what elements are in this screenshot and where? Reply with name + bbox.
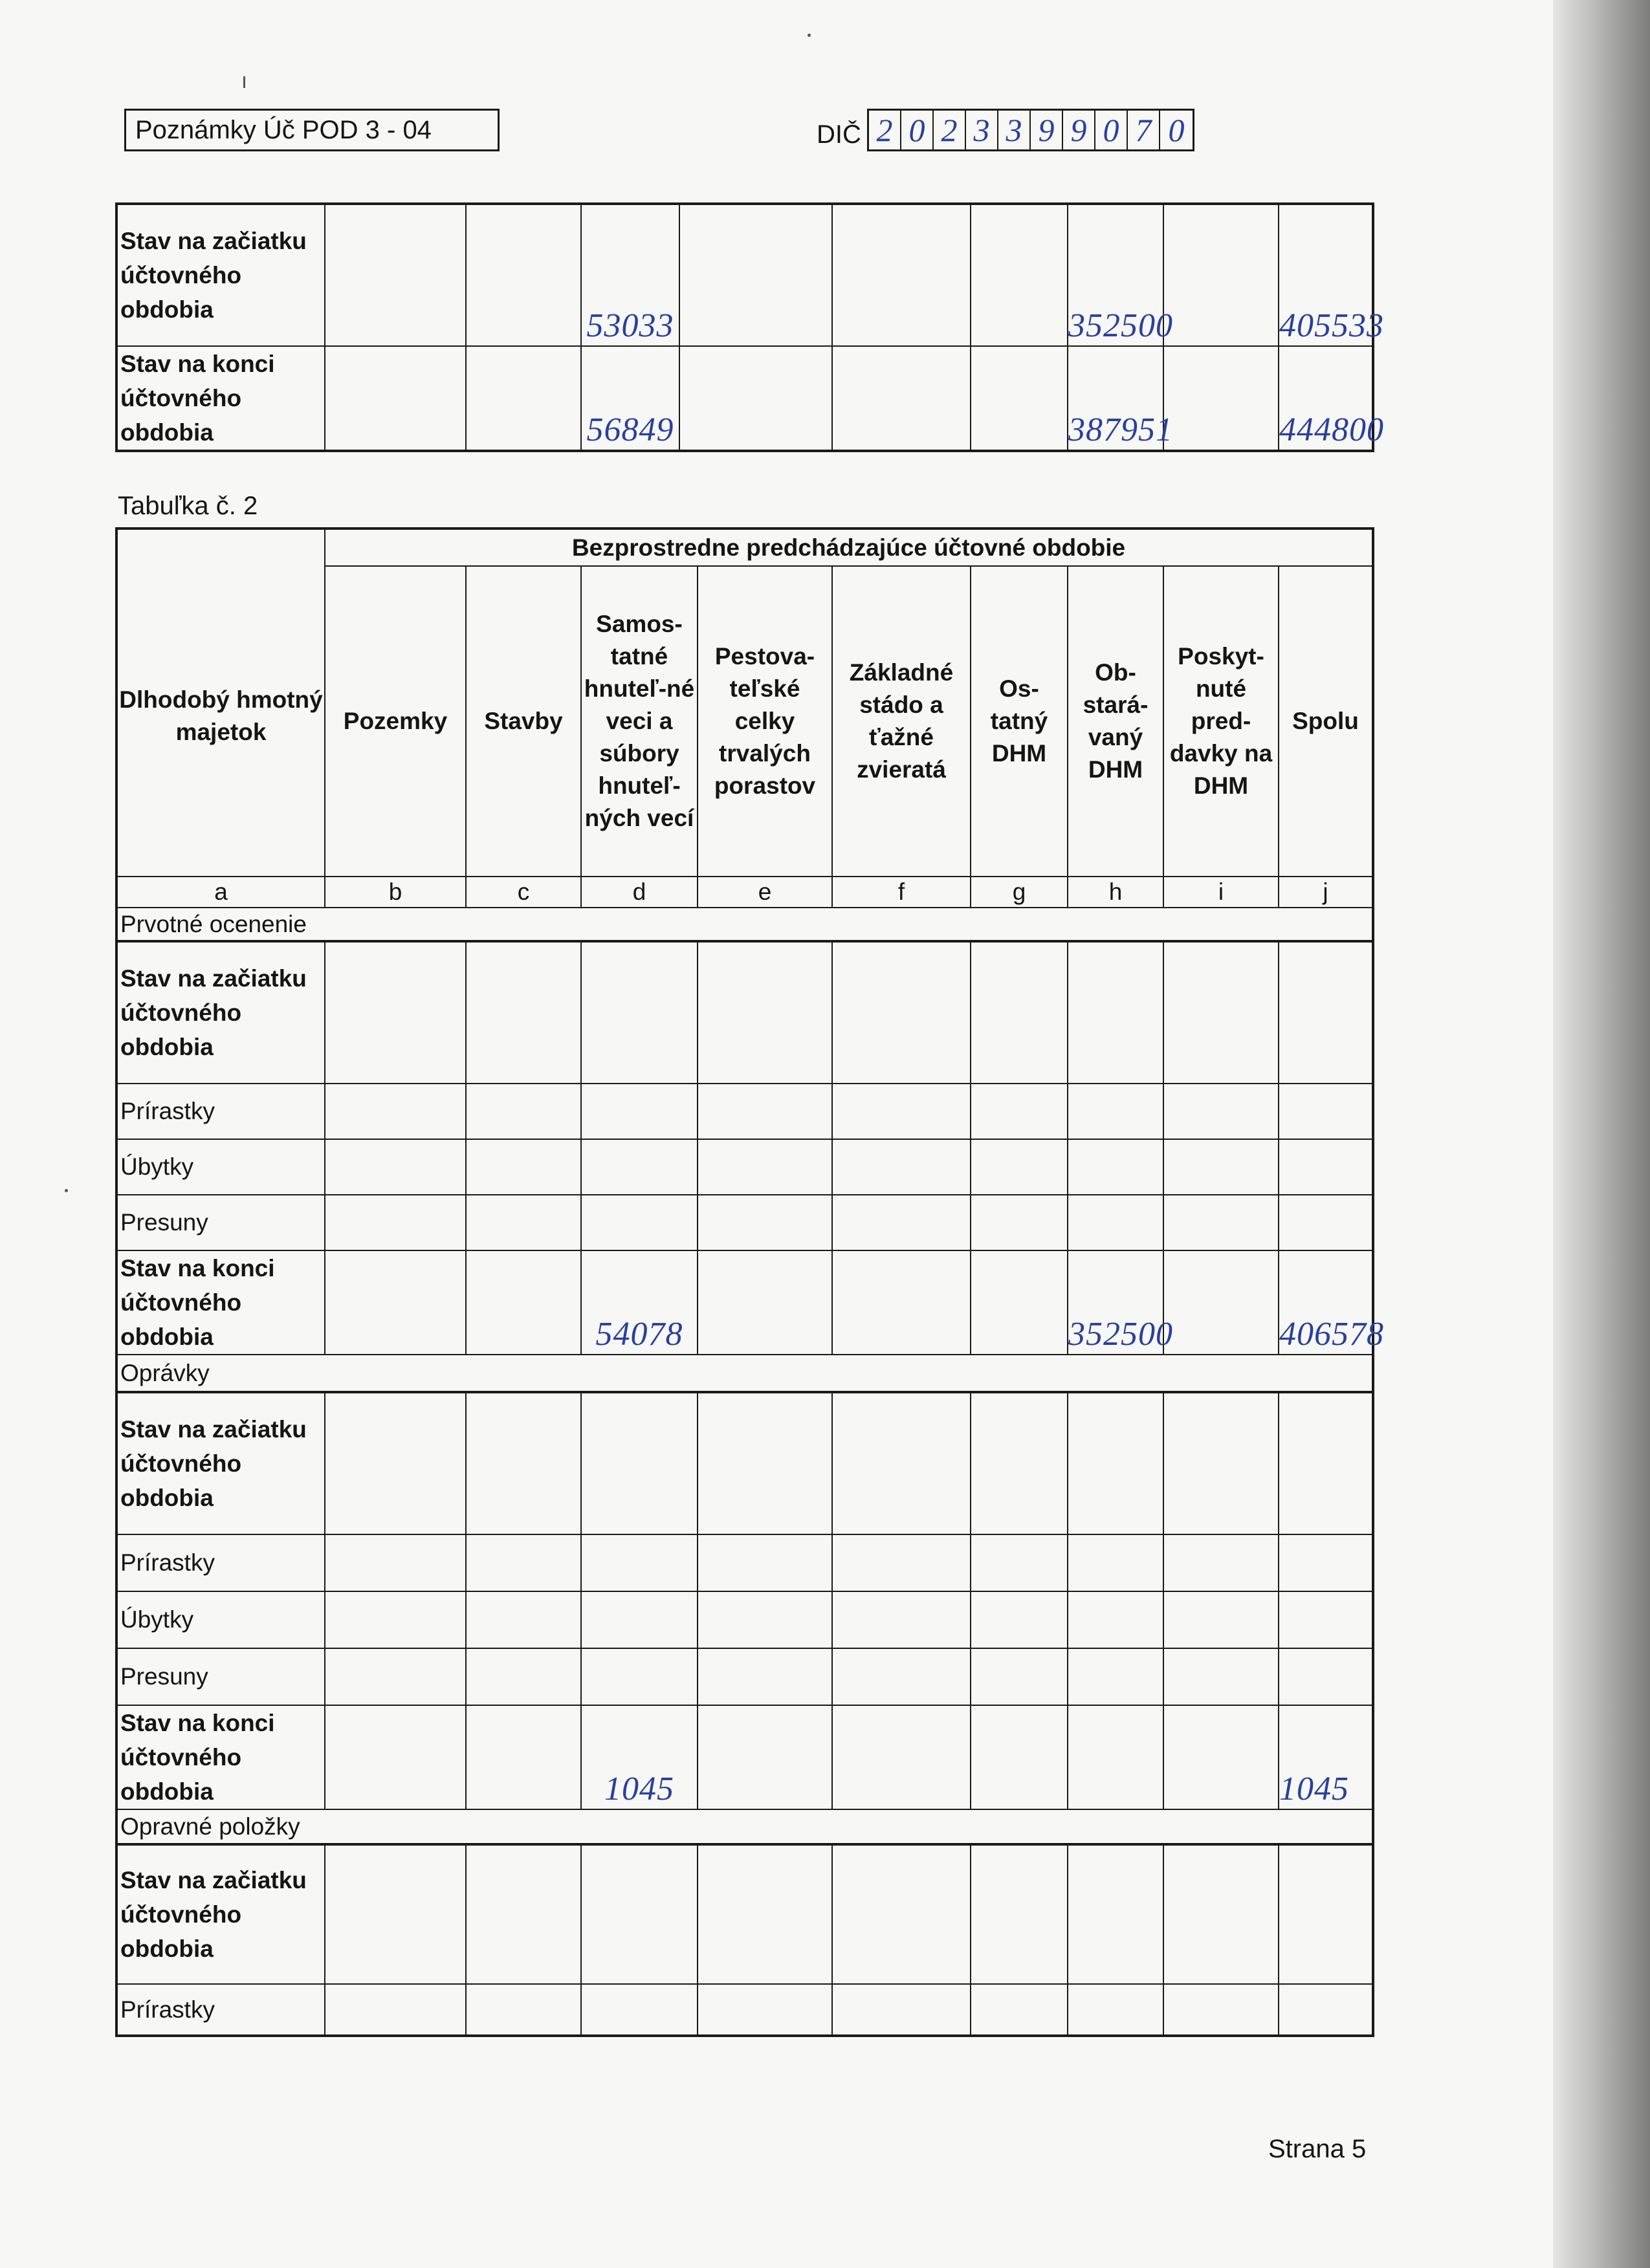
cell [1279, 1392, 1373, 1534]
dic-digit: 0 [901, 111, 934, 149]
cell [1279, 941, 1373, 1084]
row-label: Stav na konci účtovného obdobia [116, 1250, 325, 1355]
column-header-asset: Dlhodobý hmotný majetok [116, 529, 325, 877]
row-label: Stav na začiatku účtovného obdobia [116, 941, 325, 1084]
cell [698, 1844, 832, 1984]
cell [832, 1844, 971, 1984]
cell [1163, 1844, 1279, 1984]
table-row [116, 1392, 1373, 1534]
cell [971, 1139, 1068, 1195]
column-header-stavby: Stavby [466, 566, 581, 877]
column-header-livestock: Základné stádo a ťažné zvieratá [832, 566, 971, 877]
cell [832, 1648, 971, 1705]
column-letter: c [466, 877, 581, 908]
cell [1163, 346, 1279, 451]
dic-digit: 9 [1063, 111, 1095, 149]
column-header-movables: Samos-tatné hnuteľ-né veci a súbory hnuteľ-ných vecí [581, 566, 698, 877]
cell [466, 1139, 581, 1195]
row-label: Stav na konci účtovného obdobia [116, 346, 325, 451]
column-letter: i [1163, 877, 1279, 908]
handwritten-value: 54078 [581, 1250, 698, 1355]
cell [971, 1250, 1068, 1355]
cell [1163, 1648, 1279, 1705]
cell [679, 346, 832, 451]
cell [466, 1084, 581, 1139]
cell [679, 204, 832, 346]
table-row [116, 1591, 1373, 1648]
cell [581, 1844, 698, 1984]
cell [325, 1250, 466, 1355]
cell [325, 1534, 466, 1591]
row-label: Prírastky [116, 1534, 325, 1591]
row-label: Stav na začiatku účtovného obdobia [116, 1844, 325, 1984]
column-header-total: Spolu [1279, 566, 1373, 877]
cell [698, 941, 832, 1084]
column-letters-row [116, 877, 1373, 908]
cell [832, 1084, 971, 1139]
cell [1163, 941, 1279, 1084]
cell [1163, 1705, 1279, 1809]
section-title: Oprávky [116, 1355, 1373, 1392]
cell [971, 1534, 1068, 1591]
column-letter: j [1279, 877, 1373, 908]
table-row [116, 1084, 1373, 1139]
cell [971, 346, 1068, 451]
cell [581, 1648, 698, 1705]
cell [832, 941, 971, 1084]
row-label: Prírastky [116, 1084, 325, 1139]
cell [1163, 1084, 1279, 1139]
cell [325, 1844, 466, 1984]
cell [1068, 1534, 1163, 1591]
cell [581, 941, 698, 1084]
section-row [116, 1809, 1373, 1844]
table-row [116, 1195, 1373, 1250]
table-row [116, 1139, 1373, 1195]
handwritten-value: 406578 [1279, 1250, 1373, 1355]
dic-digit: 9 [1031, 111, 1063, 149]
cell [698, 1250, 832, 1355]
dic-field [867, 109, 1194, 151]
handwritten-value: 387951 [1068, 346, 1163, 451]
column-letter: b [325, 877, 466, 908]
cell [832, 346, 971, 451]
cell [1279, 1648, 1373, 1705]
cell [466, 1984, 581, 2036]
cell [325, 1084, 466, 1139]
column-letter: d [581, 877, 698, 908]
table-row [116, 346, 1373, 451]
cell [466, 1844, 581, 1984]
cell [1068, 1392, 1163, 1534]
cell [581, 1534, 698, 1591]
cell [1279, 1139, 1373, 1195]
cell [971, 1844, 1068, 1984]
cell [832, 1139, 971, 1195]
cell [1163, 1591, 1279, 1648]
dic-digit: 0 [1168, 112, 1185, 148]
cell [581, 1984, 698, 2036]
cell [832, 1392, 971, 1534]
cell [1163, 204, 1279, 346]
row-label: Úbytky [116, 1139, 325, 1195]
handwritten-value: 444800 [1279, 346, 1373, 451]
cell [971, 204, 1068, 346]
column-letter: h [1068, 877, 1163, 908]
cell [466, 1250, 581, 1355]
cell [971, 1195, 1068, 1250]
dic-digit: 3 [966, 111, 998, 149]
stray-scan-mark [65, 1189, 68, 1192]
section-row [116, 1355, 1373, 1392]
cell [466, 1195, 581, 1250]
cell [1163, 1195, 1279, 1250]
table-header-row [116, 529, 1373, 566]
cell [466, 1648, 581, 1705]
scanned-page-edge [1553, 0, 1650, 2268]
cell [325, 941, 466, 1084]
cell [971, 1984, 1068, 2036]
form-title-box [124, 109, 500, 151]
cell [832, 1250, 971, 1355]
cell [325, 1392, 466, 1534]
cell [971, 1591, 1068, 1648]
cell [1279, 1534, 1373, 1591]
cell [581, 1591, 698, 1648]
section-title: Opravné položky [116, 1809, 1373, 1844]
row-label: Úbytky [116, 1591, 325, 1648]
cell [1279, 1844, 1373, 1984]
table-row [116, 1984, 1373, 2036]
cell [325, 204, 466, 346]
cell [325, 346, 466, 451]
cell [325, 1195, 466, 1250]
cell [832, 204, 971, 346]
cell [466, 1534, 581, 1591]
cell [971, 1392, 1068, 1534]
table-row [116, 204, 1373, 346]
dic-digit: 3 [998, 111, 1031, 149]
period-header: Bezprostredne predchádzajúce účtovné obdobie [325, 529, 1373, 566]
column-header-advances: Poskyt-nuté pred-davky na DHM [1163, 566, 1279, 877]
cell [698, 1195, 832, 1250]
table-row [116, 1648, 1373, 1705]
column-letter: f [832, 877, 971, 908]
dic-label: DIČ [817, 120, 861, 149]
dic-digit: 7 [1128, 111, 1160, 149]
cell [1279, 1084, 1373, 1139]
cell [1068, 1591, 1163, 1648]
cell [325, 1984, 466, 2036]
cell [1163, 1984, 1279, 2036]
cell [698, 1705, 832, 1809]
cell [1068, 1648, 1163, 1705]
cell [1068, 1705, 1163, 1809]
cell [1163, 1250, 1279, 1355]
cell [698, 1648, 832, 1705]
cell [581, 1392, 698, 1534]
cell [325, 1648, 466, 1705]
row-label: Presuny [116, 1648, 325, 1705]
handwritten-value: 53033 [581, 204, 679, 346]
dic-digit: 0 [1095, 111, 1128, 149]
cell [325, 1705, 466, 1809]
table-caption: Tabuľka č. 2 [118, 492, 258, 520]
cell [832, 1705, 971, 1809]
cell [1163, 1534, 1279, 1591]
table-row [116, 1705, 1373, 1809]
column-header-other: Os-tatný DHM [971, 566, 1068, 877]
cell [1068, 1984, 1163, 2036]
cell [698, 1392, 832, 1534]
cell [832, 1534, 971, 1591]
cell [466, 1392, 581, 1534]
table-row [116, 1844, 1373, 1984]
stray-scan-mark [243, 76, 245, 88]
handwritten-value: 56849 [581, 346, 679, 451]
stray-scan-mark [808, 34, 811, 37]
row-label: Prírastky [116, 1984, 325, 2036]
page-number: Strana 5 [1268, 2135, 1367, 2163]
form-title: Poznámky Úč POD 3 - 04 [135, 116, 432, 144]
cell [581, 1195, 698, 1250]
tangible-assets-table [115, 527, 1384, 2037]
section-row [116, 908, 1373, 941]
row-label: Stav na konci účtovného obdobia [116, 1705, 325, 1809]
cell [832, 1984, 971, 2036]
column-header-pozemky: Pozemky [325, 566, 466, 877]
previous-table-continuation [115, 202, 1384, 452]
cell [832, 1195, 971, 1250]
handwritten-value: 352500 [1068, 204, 1163, 346]
cell [1163, 1392, 1279, 1534]
cell [581, 1139, 698, 1195]
cell [466, 346, 581, 451]
cell [466, 941, 581, 1084]
cell [1068, 1084, 1163, 1139]
handwritten-value: 1045 [1279, 1705, 1373, 1809]
cell [971, 1705, 1068, 1809]
table-row [116, 1534, 1373, 1591]
table-row [116, 1250, 1373, 1355]
cell [832, 1591, 971, 1648]
cell [325, 1591, 466, 1648]
dic-digit: 2 [934, 111, 966, 149]
column-letter: a [116, 877, 325, 908]
cell [466, 1591, 581, 1648]
cell [1068, 1139, 1163, 1195]
cell [1279, 1195, 1373, 1250]
cell [581, 1084, 698, 1139]
row-label: Stav na začiatku účtovného obdobia [116, 204, 325, 346]
cell [466, 204, 581, 346]
cell [698, 1591, 832, 1648]
cell [698, 1534, 832, 1591]
section-title: Prvotné ocenenie [116, 908, 1373, 941]
cell [698, 1139, 832, 1195]
handwritten-value: 405533 [1279, 204, 1373, 346]
cell [971, 941, 1068, 1084]
handwritten-value: 1045 [581, 1705, 698, 1809]
cell [1068, 941, 1163, 1084]
cell [1279, 1591, 1373, 1648]
cell [698, 1084, 832, 1139]
cell [1068, 1844, 1163, 1984]
cell [971, 1084, 1068, 1139]
handwritten-value: 352500 [1068, 1250, 1163, 1355]
table-row [116, 941, 1373, 1084]
dic-digit: 2 [869, 111, 901, 149]
cell [325, 1139, 466, 1195]
column-header-plantations: Pestova-teľské celky trvalých porastov [698, 566, 832, 877]
row-label: Stav na začiatku účtovného obdobia [116, 1392, 325, 1534]
cell [1163, 1139, 1279, 1195]
cell [1279, 1984, 1373, 2036]
cell [971, 1648, 1068, 1705]
column-letter: e [698, 877, 832, 908]
cell [698, 1984, 832, 2036]
cell [1068, 1195, 1163, 1250]
column-header-acquired: Ob-stará-vaný DHM [1068, 566, 1163, 877]
column-letter: g [971, 877, 1068, 908]
row-label: Presuny [116, 1195, 325, 1250]
cell [466, 1705, 581, 1809]
